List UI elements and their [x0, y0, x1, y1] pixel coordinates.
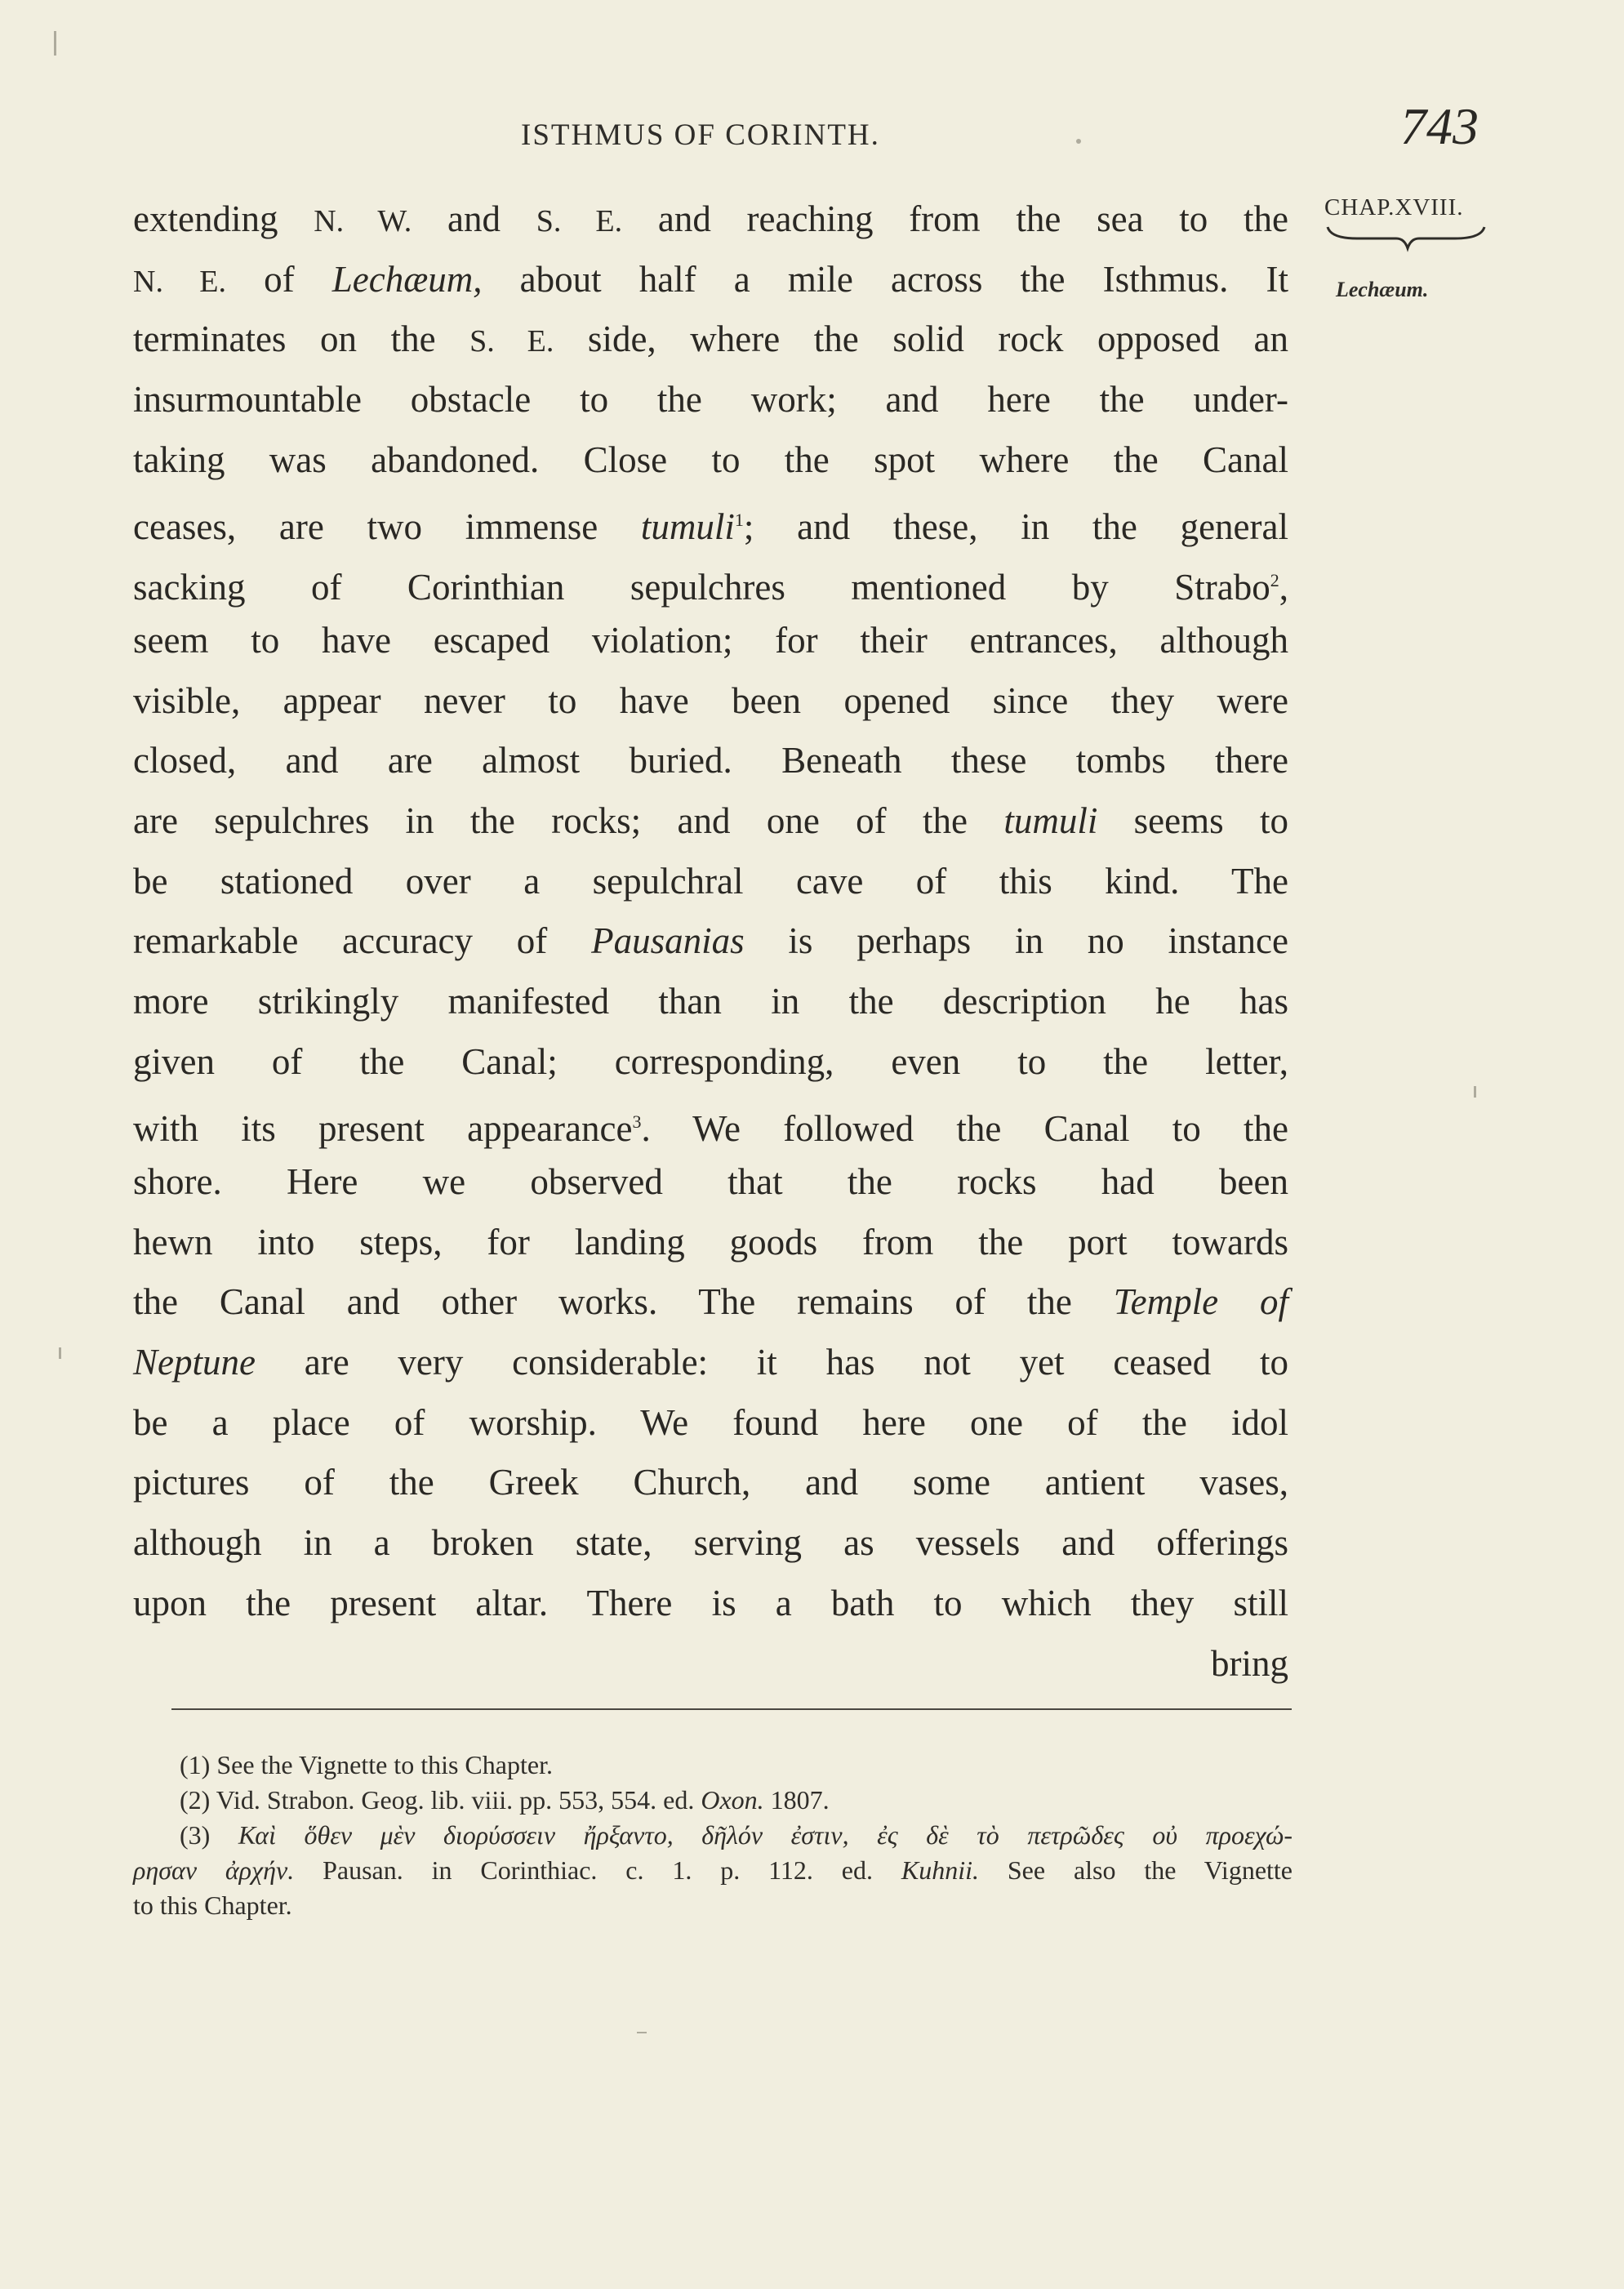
footnote-3-continued: ρησαν ἀρχήν. Pausan. in Corinthiac. c. 1. p. 112. ed. Kuhnii. See also the Vignette: [133, 1855, 1293, 1885]
paper-speck: [637, 2032, 647, 2033]
footnote-3-end: to this Chapter.: [133, 1890, 292, 1920]
catchword: bring: [1211, 1642, 1288, 1684]
text-line: the Canal and other works. The remains of the Temple of: [133, 1281, 1288, 1323]
text-line: are sepulchres in the rocks; and one of the tumuli seems to: [133, 799, 1288, 841]
footnote-3: (3) Καὶ ὅθεν μὲν διορύσσειν ἤρξαντο, δῆλόν ἐστιν, ἐς δὲ τὸ πετρῶδες οὐ προεχώ-: [180, 1820, 1293, 1850]
text-line: visible, appear never to have been opened since they were: [133, 679, 1288, 721]
text-line: although in a broken state, serving as vessels and offerings: [133, 1522, 1288, 1564]
text-line: closed, and are almost buried. Beneath these tombs there: [133, 740, 1288, 782]
text-line: seem to have escaped violation; for their entrances, although: [133, 619, 1288, 661]
paper-speck: [1474, 1086, 1476, 1098]
running-title: ISTHMUS OF CORINTH.: [521, 118, 880, 152]
text-line: be stationed over a sepulchral cave of this kind. The: [133, 860, 1288, 902]
paper-speck: [54, 31, 56, 56]
text-line: remarkable accuracy of Pausanias is perhaps in no instance: [133, 920, 1288, 962]
text-line: pictures of the Greek Church, and some antient vases,: [133, 1462, 1288, 1503]
text-line: with its present appearance$^3$. We followed the Canal to the: [133, 1108, 1288, 1150]
text-line: more strikingly manifested than in the description he has: [133, 980, 1288, 1022]
text-line: shore. Here we observed that the rocks had been: [133, 1161, 1288, 1202]
text-line: sacking of Corinthian sepulchres mentioned by Strabo$^2$,: [133, 567, 1288, 608]
text-line: terminates on the S. E. side, where the solid rock opposed an: [133, 318, 1288, 360]
text-line: upon the present altar. There is a bath to which they still: [133, 1582, 1288, 1623]
text-line: insurmountable obstacle to the work; and here the under-: [133, 379, 1288, 421]
text-line: be a place of worship. We found here one of the idol: [133, 1401, 1288, 1443]
text-line: hewn into steps, for landing goods from the port towards: [133, 1221, 1288, 1263]
footnote-1: (1) See the Vignette to this Chapter.: [180, 1750, 553, 1779]
text-line: extending N. W. and S. E. and reaching from the sea to the: [133, 198, 1289, 239]
chapter-brace-icon: [1324, 222, 1488, 255]
text-line: N. E. of Lechæum, about half a mile across the Isthmus. It: [133, 258, 1288, 300]
text-line: Neptune are very considerable: it has not yet ceased to: [133, 1342, 1288, 1383]
footnote-2: (2) Vid. Strabon. Geog. lib. viii. pp. 553, 554. ed. Oxon. 1807.: [180, 1785, 830, 1815]
text-line: taking was abandoned. Close to the spot where the Canal: [133, 439, 1288, 480]
body-text: [133, 189, 1288, 1694]
paper-speck: [59, 1347, 61, 1359]
chapter-marker: CHAP.XVIII.: [1324, 194, 1464, 220]
text-line: given of the Canal; corresponding, even to the letter,: [133, 1040, 1288, 1082]
footnote-rule: [171, 1708, 1292, 1710]
margin-note: Lechæum.: [1336, 278, 1429, 301]
text-line: ceases, are two immense tumuli$^1$; and these, in the general: [133, 506, 1288, 548]
paper-speck: [1076, 139, 1081, 144]
footnotes: [133, 1748, 1293, 1923]
page-number: 743: [1400, 97, 1479, 155]
